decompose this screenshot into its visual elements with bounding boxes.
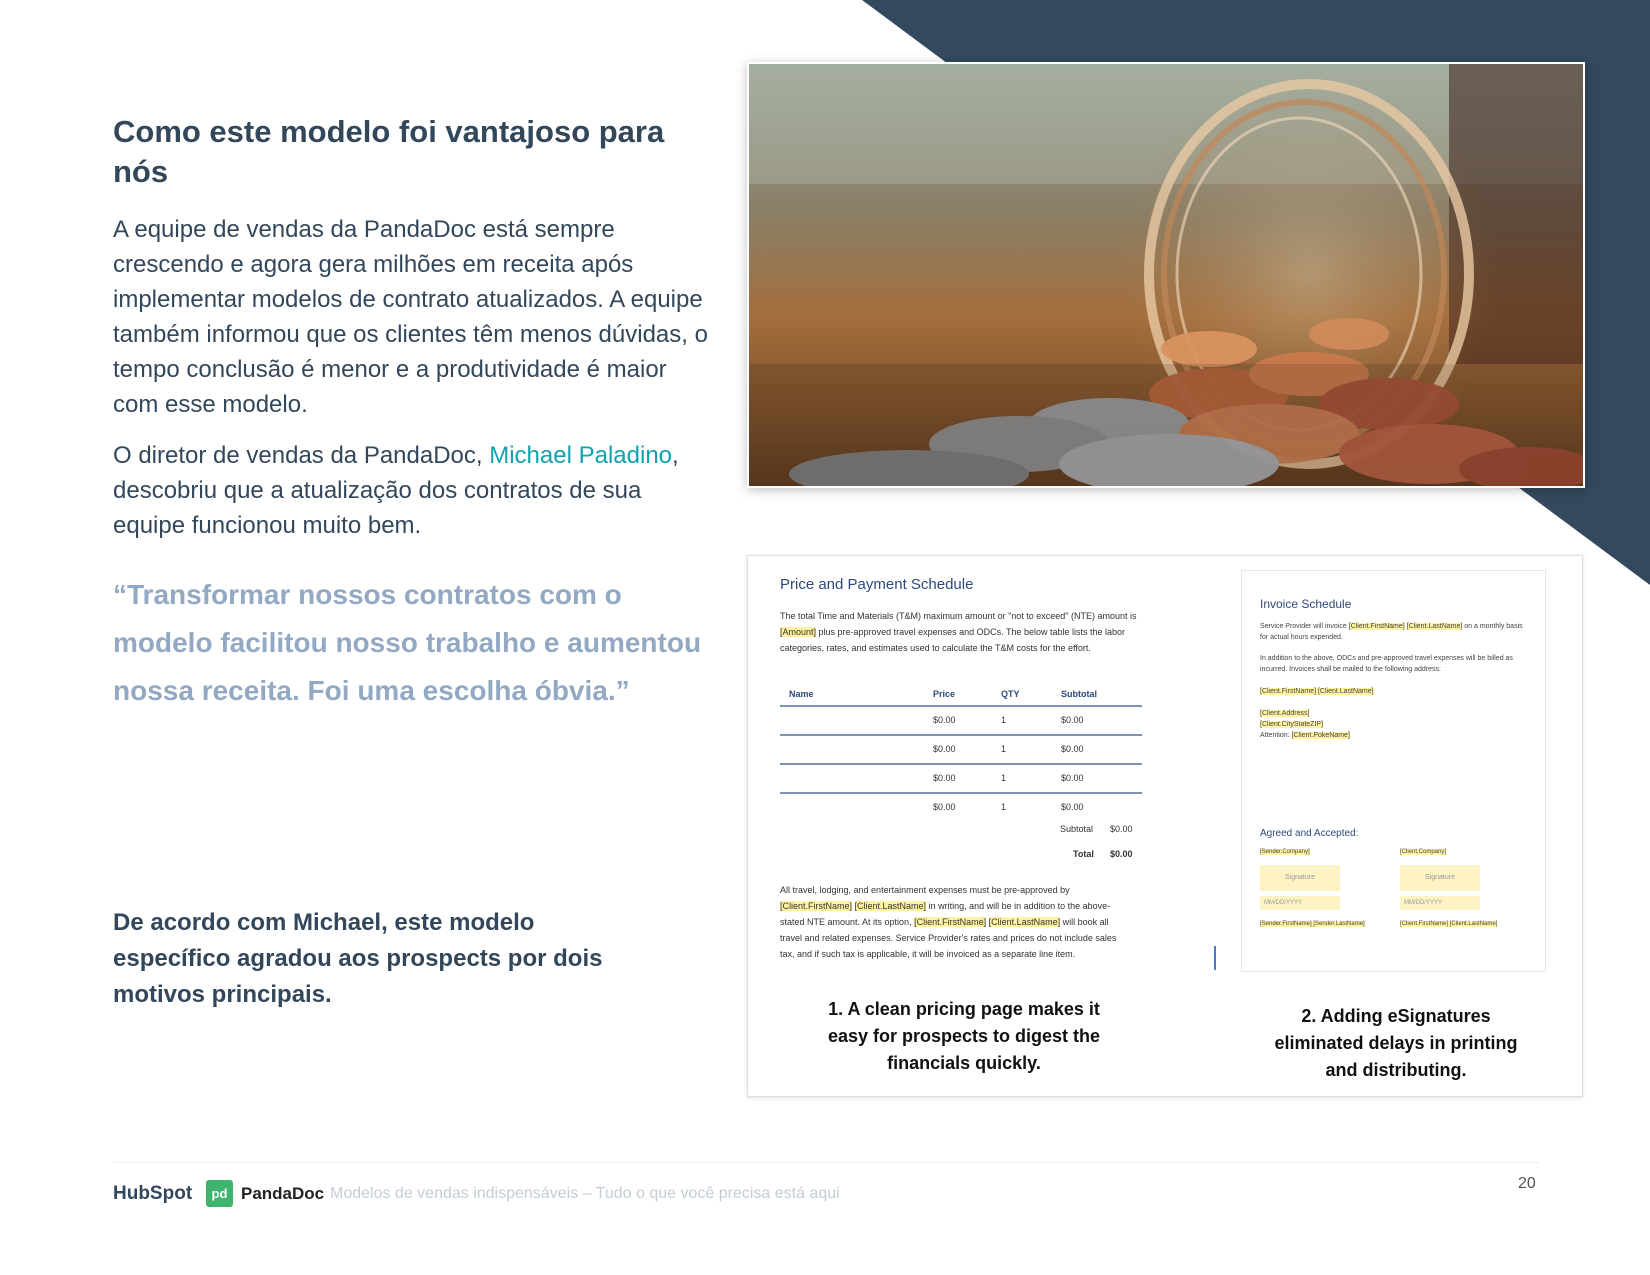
- row-price: $0.00: [933, 744, 956, 754]
- row-price: $0.00: [933, 802, 956, 812]
- row-qty: 1: [1001, 802, 1007, 812]
- intro-line1: The total Time and Materials (T&M) maximum amount or "not to exceed" (NTE) amount is: [780, 611, 1137, 621]
- intro-paragraph: A equipe de vendas da PandaDoc está sempre crescendo e agora gera milhões em receita após implementar modelos de contrato atualizados. A equipe também informou que os clientes têm menos dúvidas, o tempo conclusão é menor e a produtividade é maior com esse modelo.: [113, 216, 708, 418]
- client-date-field[interactable]: MM/DD/YYYY: [1400, 896, 1480, 910]
- total-label: Total: [1073, 849, 1094, 859]
- table-header-row: [780, 681, 1142, 707]
- price-intro-text: [780, 608, 1140, 656]
- header-price: Price: [933, 689, 956, 699]
- invoice-schedule-panel: [1241, 570, 1546, 972]
- travel-line1: All travel, lodging, and entertainment expenses must be pre-approved by: [780, 885, 1070, 895]
- total-value: $0.00: [1110, 849, 1133, 859]
- travel-firstname: [Client.FirstName]: [780, 901, 853, 911]
- invoice-line1-a: Service Provider will invoice: [1260, 623, 1349, 630]
- hubspot-logo: HubSpot: [113, 1183, 193, 1204]
- amount-field: [Amount]: [780, 627, 817, 637]
- invoice-lastname: [Client.LastName]: [1406, 623, 1463, 630]
- attention-field: [Client.PokeName]: [1291, 732, 1350, 739]
- invoice-address-name: [1260, 686, 1530, 697]
- row-qty: 1: [1001, 744, 1007, 754]
- page-number: 20: [1518, 1175, 1536, 1192]
- footer-tagline: Modelos de vendas indispensáveis – Tudo o que você precisa está aqui: [330, 1185, 840, 1202]
- address-street-field: [Client.Address]: [1260, 710, 1310, 717]
- address-city-field: [Client.CityStateZIP]: [1260, 721, 1324, 728]
- attention-label: Attention:: [1260, 732, 1292, 739]
- pricing-table: [780, 681, 1142, 821]
- header-name: Name: [789, 689, 814, 699]
- client-name-field: [Client.FirstName] [Client.LastName]: [1400, 921, 1498, 927]
- invoice-line1: [1260, 621, 1530, 643]
- row-qty: 1: [1001, 715, 1007, 725]
- table-row: [780, 794, 1142, 821]
- row-price: $0.00: [933, 773, 956, 783]
- benefit-one: 1. A clean pricing page makes it easy for prospects to digest the financials quickly.: [827, 999, 1101, 1073]
- header-subtotal: Subtotal: [1061, 689, 1097, 699]
- travel-firstname-2: [Client.FirstName]: [914, 917, 987, 927]
- row-price: $0.00: [933, 715, 956, 725]
- travel-expenses-text: [780, 882, 1120, 962]
- row-subtotal: $0.00: [1061, 744, 1084, 754]
- client-company-field: [Client.Company]: [1400, 849, 1447, 855]
- price-schedule-title: Price and Payment Schedule: [780, 576, 974, 593]
- sender-date-field[interactable]: MM/DD/YYYY: [1260, 896, 1340, 910]
- invoice-address-city: [1260, 719, 1530, 730]
- row-qty: 1: [1001, 773, 1007, 783]
- table-row: [780, 736, 1142, 765]
- benefit-two: 2. Adding eSignatures eliminated delays in printing and distributing.: [1274, 1006, 1518, 1080]
- subtotal-value: $0.00: [1110, 824, 1133, 834]
- row-subtotal: $0.00: [1061, 773, 1084, 783]
- director-text-before: O diretor de vendas da PandaDoc,: [113, 442, 490, 469]
- travel-line3: will book all travel and related expenses. Service Provider's rates and prices do not include sales tax, and if such tax is applicable, it will be invoiced as a separate line item.: [780, 917, 1117, 959]
- pandadoc-mark-text: pd: [211, 1186, 228, 1201]
- travel-line2: in writing, and will be in addition to the above-stated NTE amount. At its option,: [780, 901, 1111, 927]
- intro-line2: plus pre-approved travel expenses and ODCs. The below table lists the labor categories, rates, and estimates used to calculate the T&M costs for the effort.: [780, 627, 1126, 653]
- subtotal-label: Subtotal: [1060, 824, 1094, 834]
- closing-paragraph: De acordo com Michael, este modelo específico agradou aos prospects por dois motivos principais.: [113, 909, 603, 1008]
- invoice-schedule-title: Invoice Schedule: [1260, 597, 1352, 611]
- page-heading: Como este modelo foi vantajoso para nós: [113, 114, 665, 189]
- agreed-accepted-title: Agreed and Accepted:: [1260, 828, 1359, 839]
- footer-divider: [113, 1162, 1540, 1163]
- sender-company-field: [Sender.Company]: [1260, 849, 1310, 855]
- pandadoc-logo-mark: [206, 1180, 233, 1207]
- coin-jar-photo: [747, 62, 1585, 488]
- sender-name-field: [Sender.FirstName] [Sender.LastName]: [1260, 921, 1365, 927]
- invoice-firstname: [Client.FirstName]: [1348, 623, 1405, 630]
- article-column: [113, 112, 713, 715]
- invoice-address-street: [1260, 708, 1530, 719]
- address-name-field: [Client.FirstName] [Client.LastName]: [1260, 688, 1374, 695]
- contract-document-preview: [747, 555, 1583, 1097]
- michael-paladino-link[interactable]: Michael Paladino: [489, 442, 673, 469]
- invoice-line1-b: on a monthly basis for actual hours expended.: [1260, 623, 1523, 641]
- row-subtotal: $0.00: [1061, 802, 1084, 812]
- sender-signature-box[interactable]: Signature: [1260, 865, 1340, 891]
- header-qty: QTY: [1001, 689, 1020, 699]
- pull-quote: “Transformar nossos contratos com o modelo facilitou nosso trabalho e aumentou nossa receita. Foi uma escolha óbvia.”: [113, 579, 702, 706]
- table-row: [780, 765, 1142, 794]
- invoice-line2: In addition to the above, ODCs and pre-approved travel expenses will be billed as incurred. Invoices shall be mailed to the following address:: [1260, 655, 1513, 673]
- row-subtotal: $0.00: [1061, 715, 1084, 725]
- invoice-attention: [1260, 730, 1530, 741]
- client-signature-box[interactable]: Signature: [1400, 865, 1480, 891]
- director-text-after: , descobriu que a atualização dos contratos de sua equipe funcionou muito bem.: [113, 442, 679, 539]
- director-paragraph: [113, 438, 713, 543]
- pandadoc-logo: PandaDoc: [241, 1184, 325, 1203]
- table-row: [780, 707, 1142, 736]
- travel-lastname: [Client.LastName]: [854, 901, 927, 911]
- text-cursor: [1214, 946, 1216, 970]
- travel-lastname-2: [Client.LastName]: [988, 917, 1061, 927]
